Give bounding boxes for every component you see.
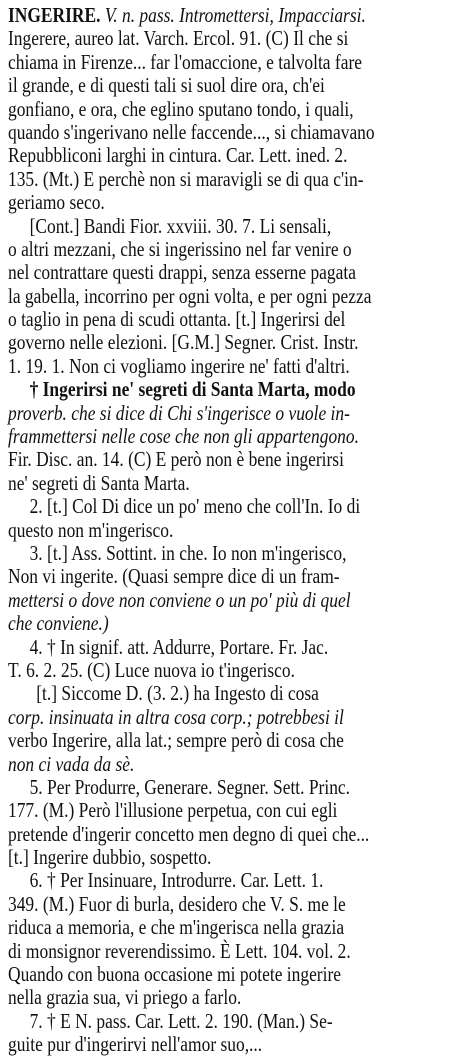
sense-4: 4. † In signif. att. Addurre, Portare. Fr. Jac. xyxy=(29,634,329,659)
entry-line: quando s'ingerivano nelle faccende..., si chiamavano xyxy=(8,119,375,144)
entry-line xyxy=(8,425,465,448)
sub-headword: † Ingerirsi ne' segreti di Santa Marta, modo xyxy=(29,377,356,402)
entry-line: guite pur d'ingerirvi nell'amor suo,... xyxy=(8,1032,263,1057)
entry-line: ne' segreti di Santa Marta. xyxy=(8,470,190,495)
entry-text: che conviene.) xyxy=(8,611,109,636)
entry-line: Non vi ingerite. (Quasi sempre dice di un fram- xyxy=(8,564,340,589)
sense-7: 7. † E N. pass. Car. Lett. 2. 190. (Man.) Se- xyxy=(29,1008,333,1033)
entry-text: mettersi o dove non conviene o un po' più di quel xyxy=(8,587,351,612)
entry-line: o altri mezzani, che si ingerissino nel far venire o xyxy=(8,236,352,261)
entry-line: [Cont.] Bandi Fior. xxviii. 30. 7. Li sensali, xyxy=(29,213,332,238)
entry-line: il grande, e di questi tali si suol dire ora, ch'ei xyxy=(8,73,325,98)
entry-line xyxy=(8,589,465,612)
entry-line: geriamo seco. xyxy=(8,190,105,215)
sense-2: 2. [t.] Col Di dice un po' meno che coll'In. Io di xyxy=(29,494,361,519)
sense-6: 6. † Per Insinuare, Introdurre. Car. Lett. 1. xyxy=(29,868,324,893)
sense-5: 5. Per Produrre, Generare. Segner. Sett. Princ. xyxy=(29,774,351,799)
entry-line: [t.] Siccome D. (3. 2.) ha Ingesto di cosa xyxy=(36,681,319,706)
entry-line: Fir. Disc. an. 14. (C) E però non è bene ingerirsi xyxy=(8,447,344,472)
entry-line: T. 6. 2. 25. (C) Luce nuova io t'ingerisco. xyxy=(8,657,295,682)
entry-line: questo non m'ingerisco. xyxy=(8,517,174,542)
entry-line: Repubbliconi larghi in cintura. Car. Lett. ined. 2. xyxy=(8,143,348,168)
entry-line: pretende d'ingerir concetto men degno di quei che... xyxy=(8,821,370,846)
entry-line: nella grazia sua, vi priego a farlo. xyxy=(8,985,242,1010)
dictionary-entry xyxy=(8,4,465,1057)
entry-line xyxy=(8,706,465,729)
entry-text: non ci vada da sè. xyxy=(8,751,135,776)
entry-text: corp. insinuata in altra cosa corp.; potrebbesi il xyxy=(8,704,344,729)
entry-line: gonfiano, e ora, che eglino sputano tondo, i quali, xyxy=(8,96,354,121)
entry-line xyxy=(8,612,465,635)
entry-line: di monsignor reverendissimo. È Lett. 104. vol. 2. xyxy=(8,938,351,963)
entry-line xyxy=(8,4,465,27)
entry-line: chiama in Firenze... far l'omaccione, e talvolta fare xyxy=(8,49,362,74)
entry-line: nel contrattare questi drappi, senza esserne pagata xyxy=(8,260,356,285)
entry-line: governo nelle elezioni. [G.M.] Segner. Crist. Instr. xyxy=(8,330,359,355)
entry-line: [t.] Ingerire dubbio, sospetto. xyxy=(8,845,212,870)
entry-line xyxy=(8,378,465,401)
headword: INGERIRE. xyxy=(8,3,101,27)
entry-text: proverb. che si dice di Chi s'ingerisce o vuole in- xyxy=(8,400,350,425)
entry-text: V. n. pass. Intromettersi, Impacciarsi. xyxy=(100,3,366,27)
entry-line: Ingerere, aureo lat. Varch. Ercol. 91. (C) Il che si xyxy=(8,26,349,51)
entry-line: 349. (M.) Fuor di burla, desidero che V. S. me le xyxy=(8,891,346,916)
entry-line xyxy=(8,753,465,776)
entry-line xyxy=(8,402,465,425)
entry-line: o taglio in pena di scudi ottanta. [t.] Ingerirsi del xyxy=(8,307,346,332)
entry-text: frammettersi nelle cose che non gli appartengono. xyxy=(8,424,359,449)
sense-3: 3. [t.] Ass. Sottint. in che. Io non m'ingerisco, xyxy=(29,540,347,565)
entry-line: 1. 19. 1. Non ci vogliamo ingerire ne' fatti d'altri. xyxy=(8,353,350,378)
entry-line: riduca a memoria, e che m'ingerisca nella grazia xyxy=(8,915,345,940)
entry-line: la gabella, incorrino per ogni volta, e per ogni pezza xyxy=(8,283,372,308)
entry-line: 177. (M.) Però l'illusione perpetua, con cui egli xyxy=(8,798,338,823)
entry-line: Quando con buona occasione mi potete ingerire xyxy=(8,962,341,987)
entry-line: verbo Ingerire, alla lat.; sempre però di cosa che xyxy=(8,728,344,753)
entry-line: 135. (Mt.) E perchè non si maravigli se di qua c'in- xyxy=(8,166,364,191)
